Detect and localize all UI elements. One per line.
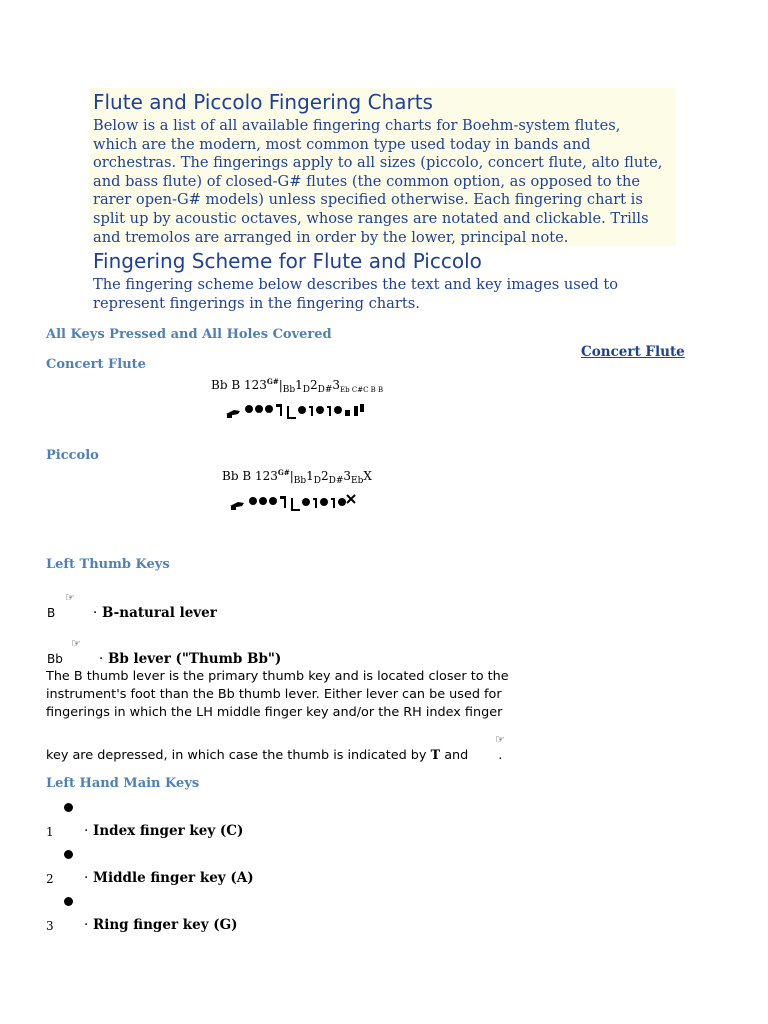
key-dot-icon <box>302 498 310 506</box>
body-line: fingerings in which the LH middle finger key and/or the RH index finger <box>46 705 503 720</box>
fing-part: 2 <box>309 378 318 392</box>
concert-flute-link[interactable]: Concert Flute <box>581 344 685 360</box>
key-dot-icon <box>255 405 263 413</box>
intro-line: rarer open-G# models) unless specified otherwise. Each fingering chart is <box>93 191 643 209</box>
key-dot-icon <box>249 497 257 505</box>
filled-key-dot-icon <box>64 897 73 906</box>
main-key-number: 1 <box>46 825 54 839</box>
filled-key-dot-icon <box>64 803 73 812</box>
fing-part: Eb C#C B B <box>340 386 384 394</box>
intro-line: split up by acoustic octaves, whose ranges are notated and clickable. Trills <box>93 209 649 227</box>
separator: · <box>99 651 104 667</box>
key-dot-icon <box>320 498 328 506</box>
fing-part: 3 <box>332 378 341 392</box>
intro-line: which are the modern, most common type used today in bands and <box>93 135 591 153</box>
fing-part: 3 <box>343 469 352 483</box>
body-line: The B thumb lever is the primary thumb key and is located closer to the <box>46 669 509 684</box>
thumb-icon <box>226 410 240 418</box>
lever-icon <box>292 498 300 510</box>
key-dot-icon <box>265 405 273 413</box>
thumb-body-paragraph <box>46 668 509 722</box>
lever-icon <box>313 499 316 508</box>
hand-pointing-icon: ☞ <box>65 591 75 604</box>
intro-line: orchestras. The fingerings apply to all sizes (piccolo, concert flute, alto flute, <box>93 154 663 172</box>
key-dot-icon <box>334 406 342 414</box>
lever-icon <box>309 407 312 416</box>
key-dot-icon <box>245 405 253 413</box>
piccolo-key-diagram <box>228 490 368 516</box>
thumb-icon <box>230 502 244 510</box>
fing-part: Bb B 123 <box>211 378 267 392</box>
x-key-icon <box>347 495 355 503</box>
fing-part: D# <box>328 476 344 486</box>
intro-line: and bass flute) of closed-G# flutes (the common option, as opposed to the <box>93 172 641 190</box>
main-key-number: 2 <box>46 872 54 886</box>
intro-line: and tremolos are arranged in order by the lower, principal note. <box>93 228 569 246</box>
fing-bar: | <box>289 469 294 483</box>
piccolo-fingering-text <box>222 468 372 486</box>
main-key-desc-text: Index finger key (C) <box>93 823 244 839</box>
fing-part: D <box>302 385 310 395</box>
separator: · <box>84 917 89 933</box>
fing-part: Bb B 123 <box>222 469 278 483</box>
section-left-thumb: Left Thumb Keys <box>46 557 170 572</box>
fing-part: Bb <box>293 476 307 486</box>
intro-paragraph <box>93 117 683 247</box>
fing-part: 1 <box>295 378 303 392</box>
separator: · <box>93 605 98 621</box>
foot-keys-icon <box>354 404 364 416</box>
body-text: key are depressed, in which case the thumb is indicated by <box>46 748 427 763</box>
key-dot-icon <box>338 498 346 506</box>
main-key-number: 3 <box>46 919 54 933</box>
piccolo-heading: Piccolo <box>46 448 99 463</box>
thumb-key-desc <box>93 605 217 621</box>
lever-icon <box>280 496 286 508</box>
thumb-key-desc-text: Bb lever ("Thumb Bb") <box>108 651 282 667</box>
main-key-desc <box>84 870 254 886</box>
lever-icon <box>288 406 296 418</box>
fing-bar: | <box>278 378 283 392</box>
thumb-key-desc-text: B-natural lever <box>102 605 217 621</box>
body-text: and <box>444 748 469 763</box>
lever-icon <box>327 407 330 416</box>
scheme-paragraph <box>93 276 653 313</box>
key-dot-icon <box>298 406 306 414</box>
separator: · <box>84 823 89 839</box>
thumb-key-symbol: B <box>47 606 56 620</box>
body-text: . <box>498 748 503 763</box>
fing-part: 2 <box>320 469 329 483</box>
lever-icon <box>331 499 334 508</box>
fing-sup: G# <box>277 468 290 477</box>
concert-key-diagram <box>224 398 374 424</box>
main-key-desc-text: Middle finger key (A) <box>93 870 254 886</box>
body-line: instrument's foot than the Bb thumb lever. Either lever can be used for <box>46 687 502 702</box>
key-dot-icon <box>259 497 267 505</box>
intro-line: Below is a list of all available fingering charts for Boehm-system flutes, <box>93 117 621 134</box>
thumb-body-last-line <box>46 747 502 765</box>
scheme-title: Fingering Scheme for Flute and Piccolo <box>93 249 482 273</box>
fing-part: Eb <box>351 476 364 486</box>
main-key-desc <box>84 917 238 933</box>
hand-pointing-icon: ☞ <box>495 733 505 746</box>
scheme-line: The fingering scheme below describes the text and key images used to <box>93 276 618 293</box>
thumb-T-label: T <box>430 748 441 763</box>
lever-icon <box>276 404 282 416</box>
scheme-line: represent fingerings in the fingering charts. <box>93 294 420 312</box>
main-key-desc-text: Ring finger key (G) <box>93 917 238 933</box>
concert-flute-heading: Concert Flute <box>46 357 146 372</box>
fing-part: 1 <box>306 469 314 483</box>
fing-part: D <box>313 476 321 486</box>
filled-key-dot-icon <box>64 850 73 859</box>
thumb-key-symbol: Bb <box>47 652 63 666</box>
concert-fingering-text <box>211 377 384 395</box>
page-title: Flute and Piccolo Fingering Charts <box>93 90 433 114</box>
main-key-desc <box>84 823 243 839</box>
section-left-main: Left Hand Main Keys <box>46 776 200 791</box>
key-dot-icon <box>316 406 324 414</box>
key-small-icon <box>345 410 350 416</box>
key-dot-icon <box>269 497 277 505</box>
fing-sup: G# <box>266 377 279 386</box>
fing-part: Bb <box>282 385 296 395</box>
section-all-keys: All Keys Pressed and All Holes Covered <box>46 327 332 342</box>
separator: · <box>84 870 89 886</box>
fing-part: D# <box>317 385 333 395</box>
thumb-key-desc <box>99 651 281 667</box>
hand-pointing-icon: ☞ <box>71 637 81 650</box>
fing-part: X <box>363 469 372 483</box>
